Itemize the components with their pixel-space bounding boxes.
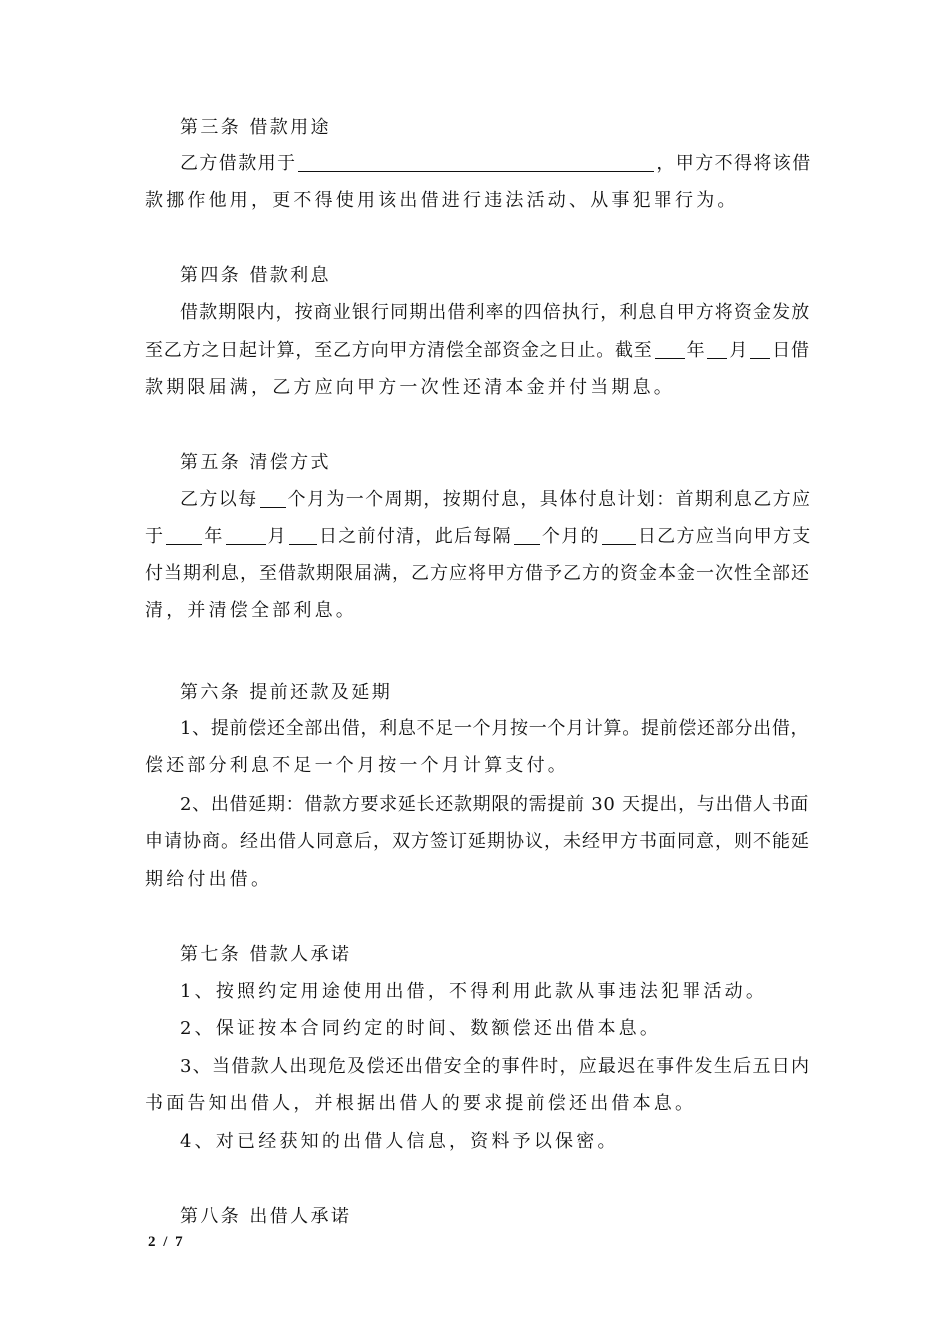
article-4-line-1: 借款期限内，按商业银行同期出借利率的四倍执行，利息自甲方将资金发放 — [180, 302, 811, 323]
first-month-blank — [226, 524, 266, 545]
month-blank — [707, 338, 727, 359]
article-7-item-2: 2、保证按本合同约定的时间、数额偿还出借本息。 — [180, 1018, 662, 1039]
article-5-title: 第五条 清偿方式 — [180, 452, 331, 473]
article-4-title: 第四条 借款利息 — [180, 265, 331, 286]
article-7-item-4: 4、对已经获知的出借人信息，资料予以保密。 — [180, 1131, 619, 1152]
article-6-title: 第六条 提前还款及延期 — [180, 682, 393, 703]
article-7-item-3-line-1: 3、当借款人出现危及偿还出借安全的事件时，应最迟在事件发生后五日内 — [180, 1056, 811, 1077]
article-6-p2-line-2: 申请协商。经出借人同意后，双方签订延期协议，未经甲方书面同意，则不能延 — [145, 831, 810, 852]
article-7-title: 第七条 借款人承诺 — [180, 944, 352, 965]
article-8-title: 第八条 出借人承诺 — [180, 1206, 352, 1227]
article-6-p2-line-1: 2、出借延期：借款方要求延长还款期限的需提前 30 天提出，与出借人书面 — [180, 794, 809, 815]
purpose-blank — [298, 151, 654, 172]
year-blank — [655, 338, 685, 359]
page-number: 2 / 7 — [148, 1234, 185, 1250]
article-4-line-2: 至乙方之日起计算，至乙方向甲方清偿全部资金之日止。截至 年 月 日借 — [145, 340, 810, 361]
first-day-blank — [289, 524, 317, 545]
article-3-line-2: 款挪作他用，更不得使用该出借进行违法活动、从事犯罪行为。 — [145, 190, 739, 211]
article-5-line-3: 付当期利息，至借款期限届满，乙方应将甲方借予乙方的资金本金一次性全部还 — [145, 563, 810, 584]
article-6-p1-line-1: 1、提前偿还全部出借，利息不足一个月按一个月计算。提前偿还部分出借， — [180, 718, 810, 739]
article-5-line-4: 清，并清偿全部利息。 — [145, 600, 357, 621]
first-year-blank — [166, 524, 202, 545]
pay-day-blank — [602, 524, 636, 545]
article-6-p1-line-2: 偿还部分利息不足一个月按一个月计算支付。 — [145, 755, 569, 776]
article-5-line-1: 乙方以每 个月为一个周期，按期付息，具体付息计划：首期利息乙方应 — [180, 489, 812, 510]
article-7-item-1: 1、按照约定用途使用出借，不得利用此款从事违法犯罪活动。 — [180, 981, 768, 1002]
article-6-p2-line-3: 期给付出借。 — [145, 869, 273, 890]
article-3-line-1: 乙方借款用于 ，甲方不得将该借 — [180, 153, 812, 174]
article-5-line-2: 于 年 月 日之前付清，此后每隔 个月的 日乙方应当向甲方支 — [145, 526, 812, 547]
interval-months-blank — [514, 524, 540, 545]
article-7-item-3-line-2: 书面告知出借人，并根据出借人的要求提前偿还出借本息。 — [145, 1093, 697, 1114]
period-months-blank — [260, 487, 286, 508]
day-blank — [750, 338, 770, 359]
article-3-title: 第三条 借款用途 — [180, 117, 331, 138]
article-4-line-3: 款期限届满，乙方应向甲方一次性还清本金并付当期息。 — [145, 377, 675, 398]
